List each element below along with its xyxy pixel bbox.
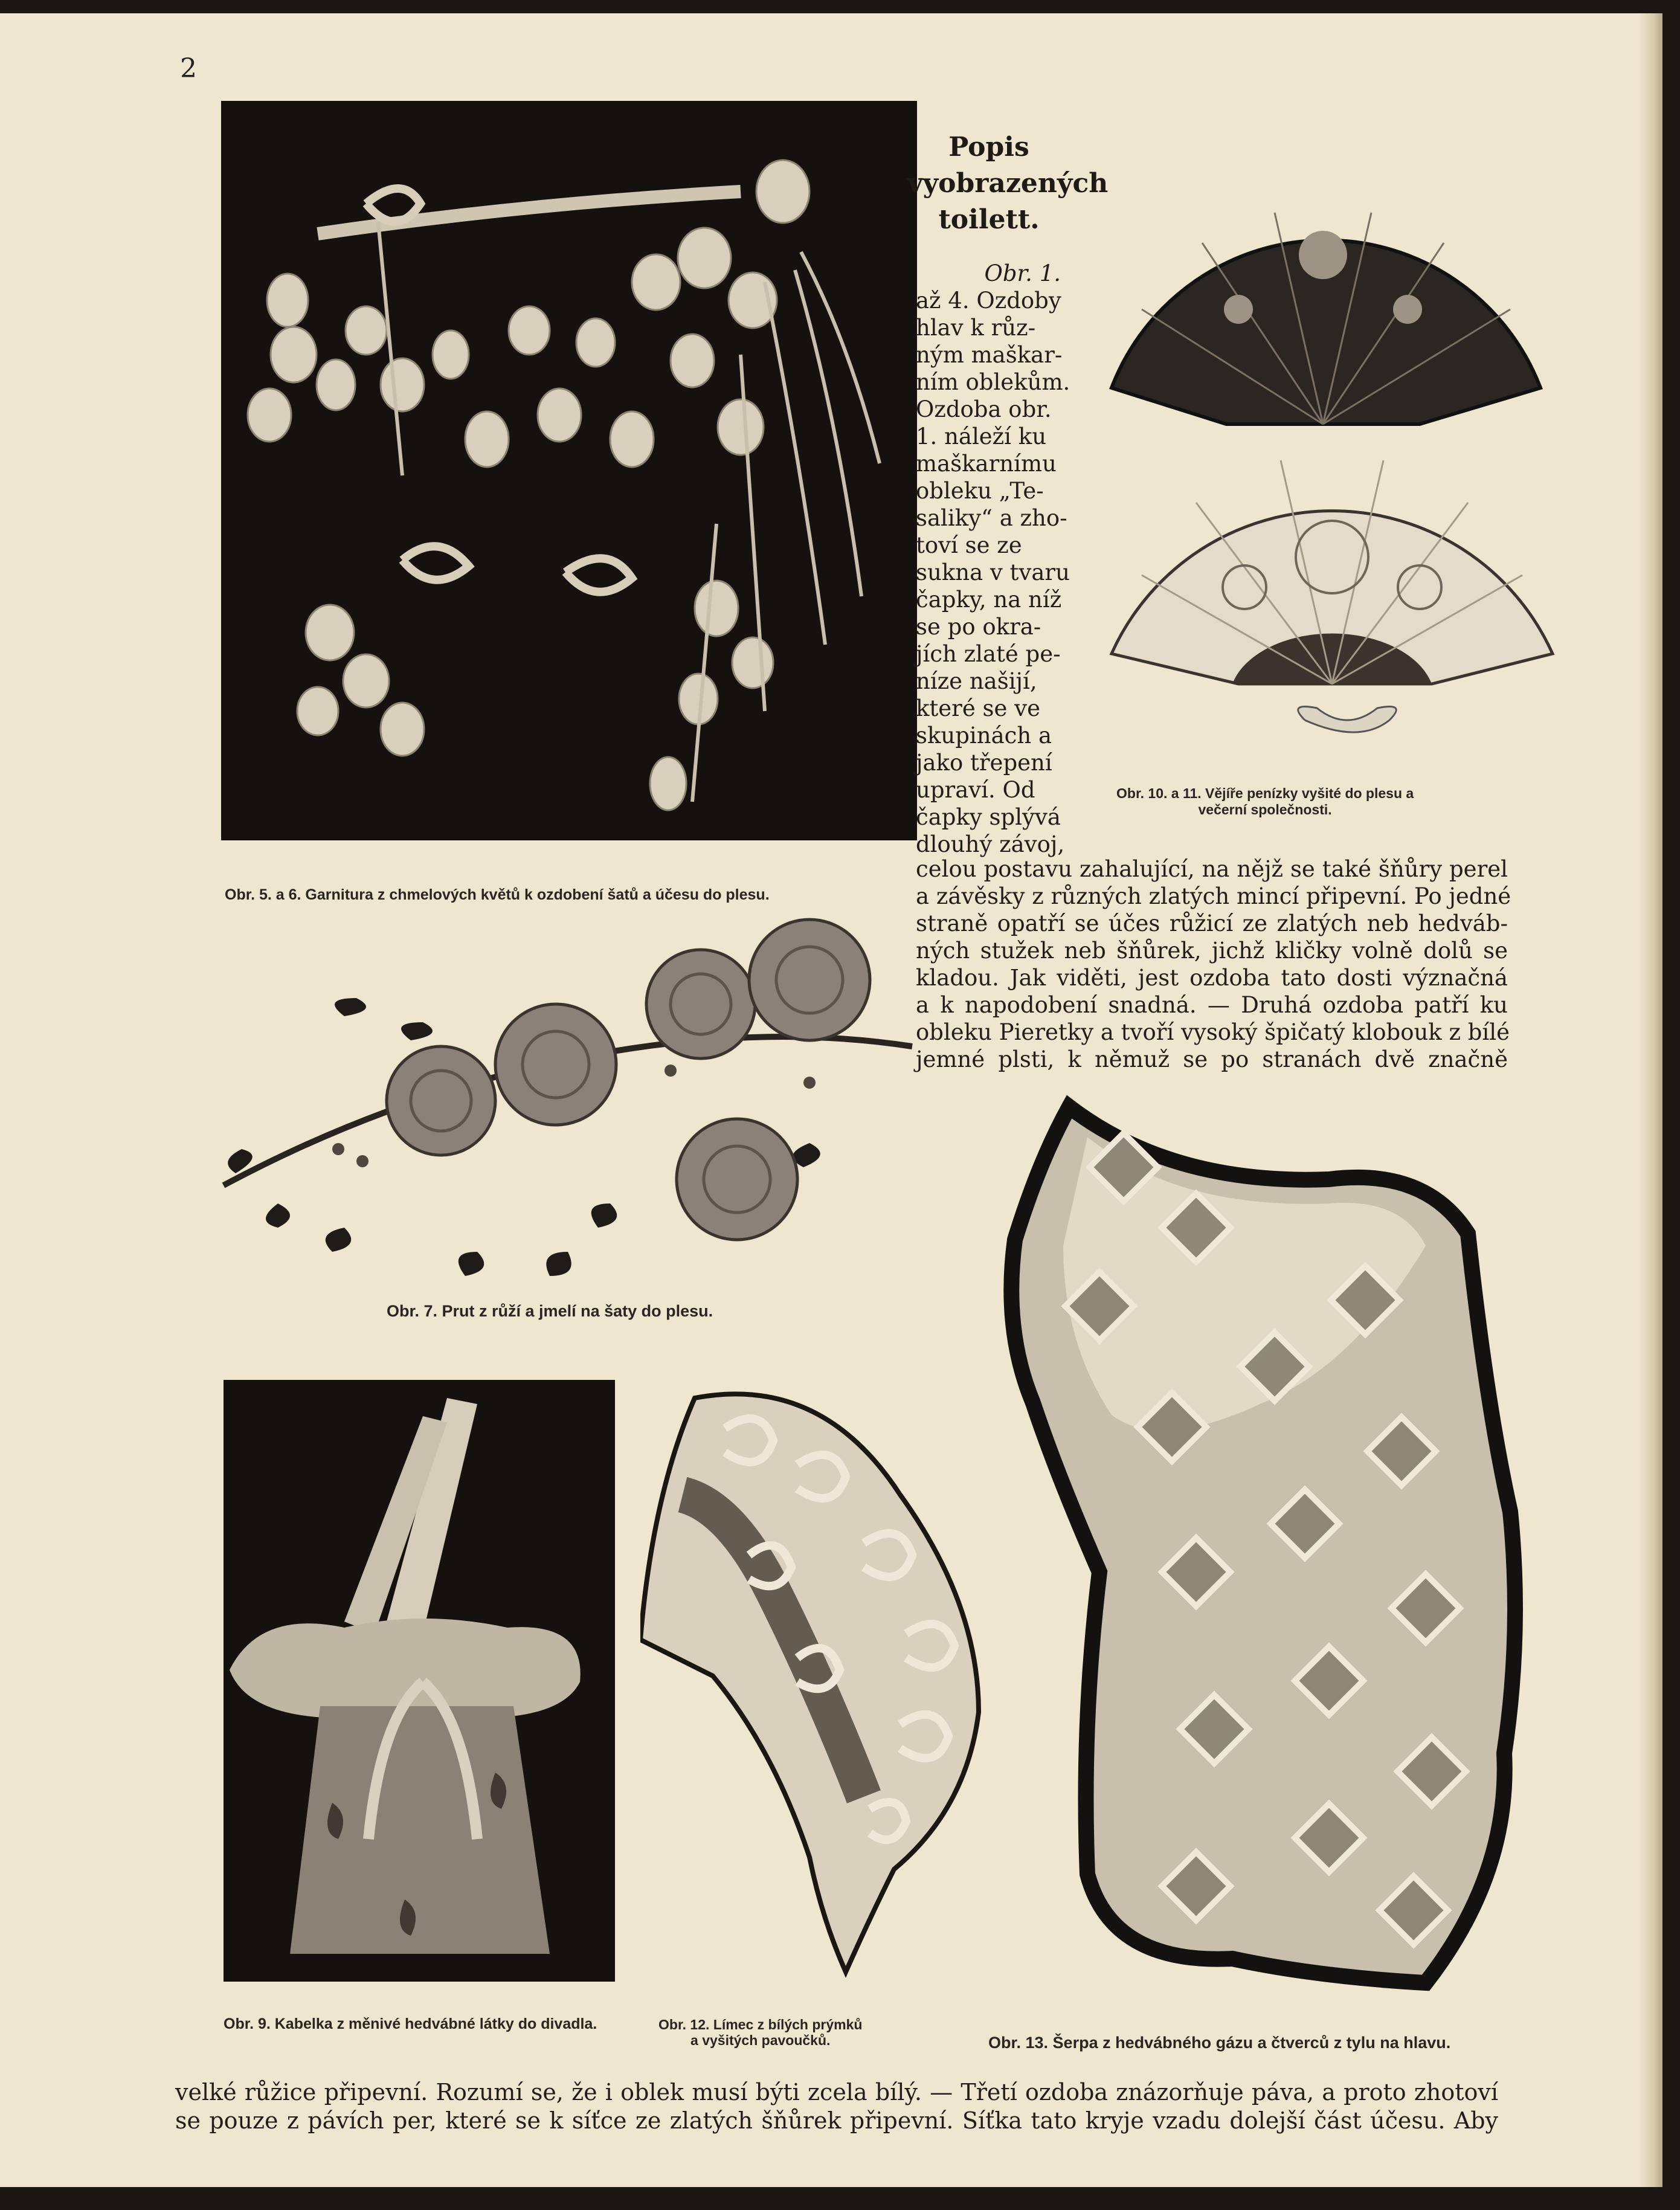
caption-fig7: Obr. 7. Prut z růží a jmelí na šaty do plesu. <box>387 1302 713 1320</box>
handbag-drawing <box>224 1380 615 1982</box>
page-number: 2 <box>180 53 197 84</box>
article-heading <box>907 129 1109 238</box>
text-line: obleku „Te- <box>916 478 1044 504</box>
text-line: které se ve <box>916 695 1040 721</box>
text-line: jako třepení <box>916 750 1052 776</box>
caption-fig12 <box>658 2017 862 2048</box>
text-line: toví se ze <box>916 532 1022 558</box>
caption-fig10-11-line-2: večerní společnosti. <box>1198 802 1332 817</box>
wide-text-column <box>916 855 1511 1073</box>
text-line: se po okra- <box>916 614 1041 640</box>
caption-fig9: Obr. 9. Kabelka z měnivé hedvábné látky do divadla. <box>224 2015 597 2032</box>
hop-garland-illustration <box>221 101 917 840</box>
text-line: hlav k růz- <box>916 315 1036 341</box>
text-line: Ozdoba obr. <box>916 396 1052 422</box>
text-line: kladou. Jak viděti, jest ozdoba tato dosti význačná <box>916 965 1508 991</box>
text-line: čapky, na níž <box>916 587 1062 613</box>
text-line: straně opatří se účes růžicí ze zlatých neb hedváb- <box>916 910 1508 936</box>
caption-fig10-11 <box>1116 785 1414 818</box>
text-line: dlouhý závoj, <box>916 831 1065 857</box>
text-line: sukna v tvaru <box>916 559 1070 585</box>
text-line: Obr. 1. <box>984 260 1061 286</box>
caption-fig10-11-line-1: Obr. 10. a 11. Vějíře penízky vyšité do plesu a <box>1116 785 1414 801</box>
caption-fig13: Obr. 13. Šerpa z hedvábného gázu a čtverců z tylu na hlavu. <box>988 2034 1451 2052</box>
text-line: skupinách a <box>916 723 1052 749</box>
text-line: se pouze z pávích per, které se k síťce ze zlatých šňůrek připevní. Síťka tato kryje vzadu dolejší část účesu. Aby <box>175 2107 1498 2134</box>
fans-drawing <box>1106 188 1559 756</box>
heading-line-2: vyobrazených <box>907 168 1109 199</box>
caption-fig5-6: Obr. 5. a 6. Garnitura z chmelových květů k ozdobení šatů a účesu do plesu. <box>225 886 770 903</box>
heading-line-1: Popis <box>948 132 1029 163</box>
rose-sprig-illustration <box>211 913 924 1312</box>
text-line: níze našijí, <box>916 668 1037 694</box>
text-line: jích zlaté pe- <box>916 641 1061 667</box>
text-line: 1. náleží ku <box>916 424 1047 449</box>
caption-fig12-line-2: a vyšitých pavoučků. <box>690 2032 831 2048</box>
rose-sprig-drawing <box>211 913 924 1312</box>
sash-drawing <box>991 1089 1534 1995</box>
text-line: maškarnímu <box>916 451 1057 477</box>
text-line: ných stužek neb šňůrek, jichž kličky volně dolů se <box>916 938 1508 964</box>
text-line: jemné plsti, k němuž se po stranách dvě značně <box>916 1046 1508 1072</box>
text-line: až 4. Ozdoby <box>916 288 1061 314</box>
page-edge-shadow <box>1638 13 1662 2187</box>
text-line: saliky“ a zho- <box>916 505 1067 531</box>
sash-illustration <box>991 1089 1534 1995</box>
text-line: čapky splývá <box>916 804 1061 830</box>
text-line: velké růžice připevní. Rozumí se, že i oblek musí býti zcela bílý. — Třetí ozdoba znázorňuje páva, a proto zhotoví <box>175 2079 1498 2105</box>
lace-collar-drawing <box>640 1374 991 1978</box>
text-line: celou postavu zahalující, na nějž se také šňůry perel <box>916 856 1508 882</box>
text-line: a k napodobení snadná. — Druhá ozdoba patří ku <box>916 992 1508 1018</box>
magazine-page <box>0 13 1662 2187</box>
heading-line-3: toilett. <box>938 204 1040 235</box>
text-line: upraví. Od <box>916 777 1035 803</box>
text-line: a závěsky z různých zlatých mincí připevní. Po jedné <box>916 883 1511 909</box>
bottom-text <box>175 2078 1498 2135</box>
text-line: ním oblekům. <box>916 369 1070 395</box>
text-line: obleku Pieretky a tvoří vysoký špičatý klobouk z bílé <box>916 1019 1510 1045</box>
lace-collar-illustration <box>640 1374 991 1978</box>
handbag-photo <box>224 1380 615 1982</box>
text-line: ným maškar- <box>916 342 1063 368</box>
fans-illustration <box>1106 188 1559 756</box>
caption-fig12-line-1: Obr. 12. Límec z bílých prýmků <box>658 2017 863 2032</box>
narrow-text-column <box>916 260 1070 858</box>
hop-garland-photo <box>221 101 917 840</box>
